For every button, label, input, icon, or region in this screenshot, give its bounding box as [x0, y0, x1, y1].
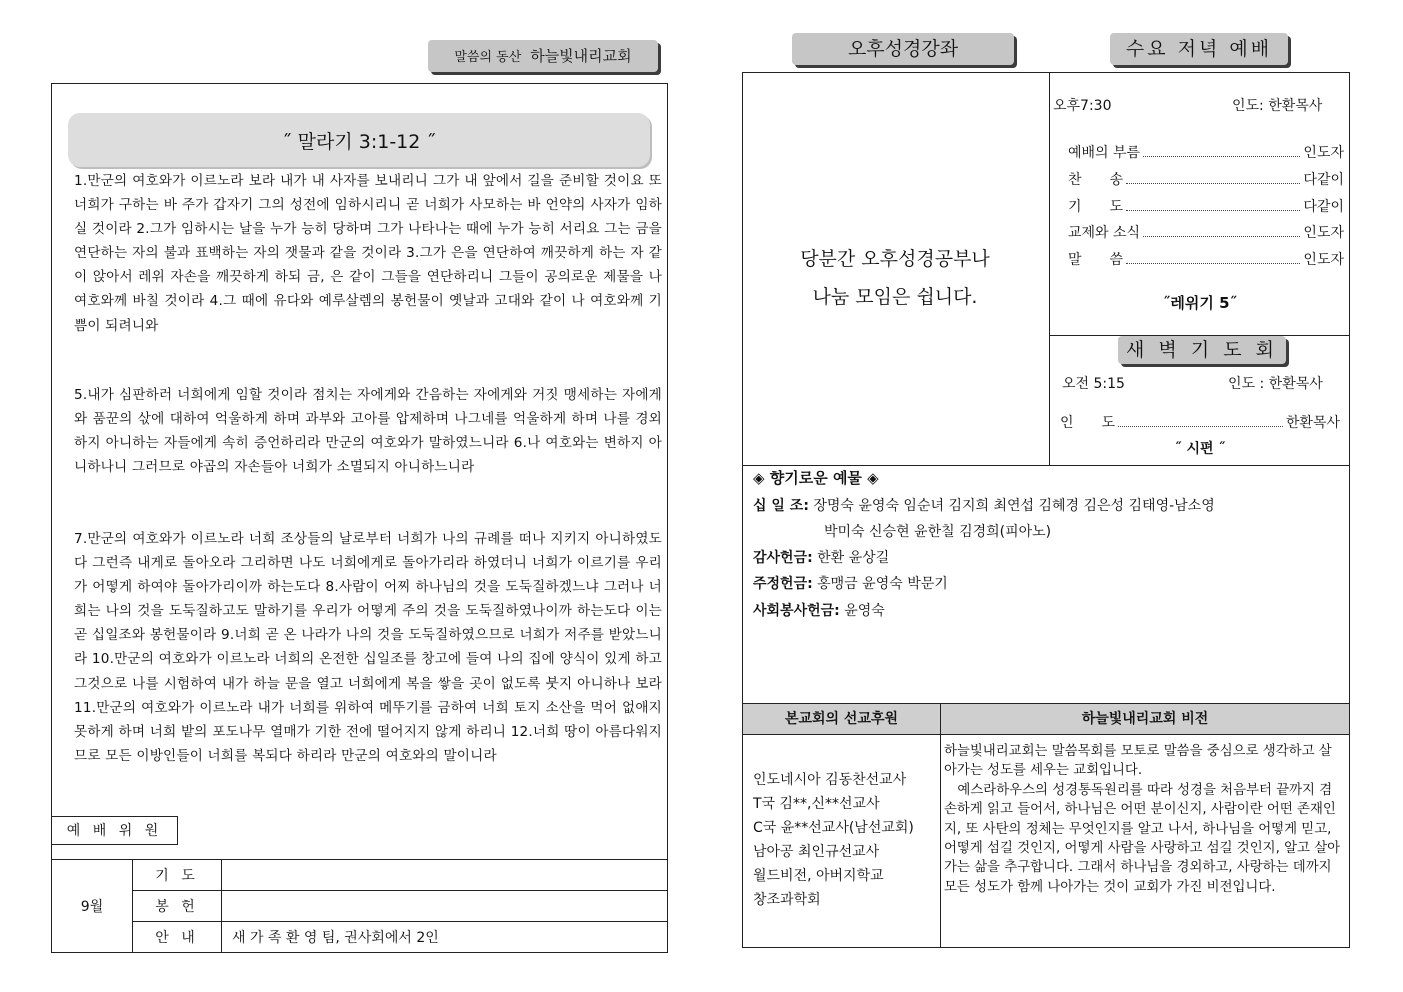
- thanks-line: [753, 546, 889, 570]
- weekly-names: 홍맹금 윤영숙 박문기: [817, 576, 948, 592]
- notice-line: 나눔 모임은 쉽니다.: [812, 286, 978, 308]
- social-names: 윤영숙: [844, 603, 885, 619]
- dot-leader: [1126, 248, 1300, 264]
- offerings-heading: ◈ 향기로운 예물 ◈: [753, 469, 879, 487]
- duty-month: 9월: [52, 860, 133, 953]
- vision-paragraph: 하늘빛내리교회는 말씀목회를 모토로 말씀을 중심으로 생각하고 살아가는 성도를 세우는 교회입니다.: [944, 744, 1332, 779]
- weekly-label: 주정헌금:: [753, 576, 813, 592]
- dawn-leader: 인도 : 한환목사: [1228, 376, 1323, 392]
- order-who: 다같이: [1303, 199, 1344, 215]
- list-item: 인도네시아 김동찬선교사: [753, 772, 907, 788]
- order-who: 인도자: [1303, 252, 1344, 268]
- vision-text: [944, 742, 1344, 897]
- notice-line: 당분간 오후성경공부나: [800, 248, 990, 270]
- order-row: [1068, 168, 1344, 192]
- table-row: [52, 860, 668, 891]
- list-item: 창조과학회: [753, 892, 821, 908]
- wednesday-service-tag: 수요 저녁 예배: [1110, 33, 1288, 65]
- order-who: 다같이: [1303, 172, 1344, 188]
- column-divider: [940, 703, 941, 948]
- dawn-time: 오전 5:15: [1062, 376, 1125, 392]
- order-who: 인도자: [1303, 225, 1344, 241]
- duty-value: 새 가 족 환 영 팀, 권사회에서 2인: [222, 922, 668, 953]
- order-label: 예배의 부름: [1068, 145, 1141, 161]
- order-row: [1068, 195, 1344, 219]
- afternoon-notice: [745, 240, 1045, 316]
- duty-role: 안 내: [133, 922, 222, 953]
- thanks-label: 감사헌금:: [753, 550, 813, 566]
- order-label: 기 도: [1068, 199, 1124, 215]
- list-item: 월드비전, 아버지학교: [753, 868, 884, 884]
- order-row: [1068, 221, 1344, 245]
- church-name-tag: [428, 40, 658, 72]
- order-label: 교제와 소식: [1068, 225, 1141, 241]
- duty-role: 봉 헌: [133, 891, 222, 922]
- column-divider: [1049, 72, 1050, 466]
- vision-paragraph: 예스라하우스의 성경통독원리를 따라 성경을 처음부터 끝까지 겸손하게 읽고 들어서, 하나님은 어떤 분이신지, 사람이란 어떤 존재인지, 또 사탄의 정체는 무엇인지를 알고 나서, 하나님을 어떻게 믿고, 어떻게 섬길 것인지, 어떻게 사람을 사랑하고 섬길 것인지, 알고 살아가는 삶을 추구합니다. 그래서 하나님을 경외하고, 사랑하는 데까지 모든 성도가 함께 나아가는 것이 교회가 가진 비전입니다.: [944, 782, 1341, 895]
- dot-leader: [1143, 141, 1300, 157]
- verse-paragraph-3: 7.만군의 여호와가 이르노라 너희 조상들의 날로부터 너희가 나의 규례를 떠나 지키지 아니하였도다 그런즉 내게로 돌아오라 그리하면 나도 너희에게로 돌아가리라 하였더니 너희가 이르기를 우리가 어떻게 하여야 돌아가리이까 하는도다 8.사람이 어찌 하나님의 것을 도둑질하겠느냐 그러나 너희는 나의 것을 도둑질하고도 말하기를 우리가 어떻게 주의 것을 도둑질하였나이까 하는도다 이는 곧 십일조와 봉헌물이라 9.너희 곧 온 나라가 나의 것을 도둑질하였으므로 너희가 저주를 받았느니라 10.만군의 여호와가 이르노라 너희의 온전한 십일조를 창고에 들여 나의 집에 양식이 있게 하고 그것으로 나를 시험하여 내가 하늘 문을 열고 너희에게 복을 쌓을 곳이 없도록 붓지 아니하나 보라 11.만군의 여호와가 이르노라 내가 너희를 위하여 메뚜기를 금하여 너희 토지 소산을 먹어 없애지 못하게 하며 너희 밭의 포도나무 열매가 기한 전에 떨어지지 않게 하리니 12.너희 땅이 아름다워지므로 모든 이방인들이 너희를 복되다 하리라 만군의 여호와의 말이니라: [74, 531, 662, 764]
- dot-leader: [1126, 168, 1300, 184]
- social-line: [753, 599, 885, 623]
- weekly-line: [753, 572, 948, 596]
- tithe-line: [753, 494, 1215, 518]
- dawn-prayer-tag: 새 벽 기 도 회: [1118, 336, 1286, 364]
- section-divider: [742, 734, 1350, 735]
- mission-list: [753, 768, 914, 912]
- table-row: [52, 922, 668, 953]
- afternoon-bible-class-tag: 오후성경강좌: [792, 33, 1014, 65]
- social-label: 사회봉사헌금:: [753, 603, 840, 619]
- worship-committee-table: [51, 859, 668, 953]
- order-row: [1068, 141, 1344, 165]
- scripture-title: ˝ 말라기 3:1-12 ˝: [68, 113, 650, 167]
- wednesday-text: ˝레위기 5˝: [1162, 294, 1238, 312]
- wednesday-time: 오후7:30: [1053, 98, 1112, 114]
- table-row: [52, 891, 668, 922]
- tithe-names: 장명숙 윤영숙 임순녀 김지희 최연섭 김혜경 김은성 김태영-남소영: [813, 498, 1215, 514]
- worship-committee-title: 예 배 위 원: [51, 816, 178, 845]
- dawn-row-who: 한환목사: [1285, 415, 1340, 431]
- dawn-row: [1060, 411, 1340, 435]
- verse-paragraph-2: 5.내가 심판하러 너희에게 임할 것이라 점치는 자에게와 간음하는 자에게와 거짓 맹세하는 자에게와 품꾼의 삯에 대하여 억울하게 하며 과부와 고아를 압제하며 나그네를 억울하게 하며 나를 경외하지 아니하는 자들에게 속히 증언하리라 만군의 여호와가 말하였느니라 6.나 여호와는 변하지 아니하나니 그러므로 야곱의 자손들아 너희가 소멸되지 아니하느니라: [74, 387, 662, 476]
- order-label: 말 씀: [1068, 252, 1124, 268]
- order-label: 찬 송: [1068, 172, 1124, 188]
- tithe-label: 십 일 조:: [753, 498, 809, 514]
- duty-value: [222, 891, 668, 922]
- church-motto: 말씀의 동산: [454, 50, 522, 65]
- order-who: 인도자: [1303, 145, 1344, 161]
- dawn-row-label: 인 도: [1060, 415, 1116, 431]
- thanks-names: 한환 윤상길: [817, 550, 890, 566]
- duty-value: [222, 860, 668, 891]
- mission-heading: 본교회의 선교후원: [743, 704, 940, 734]
- vision-heading: 하늘빛내리교회 비전: [941, 704, 1349, 734]
- list-item: C국 윤**선교사(남선교회): [753, 820, 914, 836]
- list-item: T국 김**,신**선교사: [753, 796, 880, 812]
- dot-leader: [1126, 195, 1300, 211]
- wednesday-leader: 인도: 한환목사: [1232, 98, 1323, 114]
- list-item: 남아공 최인규선교사: [753, 844, 880, 860]
- dawn-text: ˝ 시편 ˝: [1174, 441, 1226, 457]
- order-row: [1068, 248, 1344, 272]
- dot-leader: [1118, 411, 1283, 427]
- duty-role: 기 도: [133, 860, 222, 891]
- tithe-names-2: 박미숙 신승현 윤한칠 김경희(피아노): [824, 524, 1052, 540]
- church-name: 하늘빛내리교회: [530, 47, 632, 65]
- dot-leader: [1143, 221, 1300, 237]
- verse-paragraph-1: 1.만군의 여호와가 이르노라 보라 내가 내 사자를 보내리니 그가 내 앞에서 길을 준비할 것이요 또 너희가 구하는 바 주가 갑자기 그의 성전에 임하시리니 곧 너희가 사모하는 바 언약의 사자가 임하실 것이라 2.그가 임하시는 날을 누가 능히 당하며 그가 나타나는 때에 누가 능히 서리요 그는 금을 연단하는 자의 불과 표백하는 자의 잿물과 같을 것이라 3.그가 은을 연단하여 깨끗하게 하는 자 같이 앉아서 레위 자손을 깨끗하게 하되 금, 은 같이 그들을 연단하리니 그들이 공의로운 제물을 나 여호와께 바칠 것이라 4.그 때에 유다와 예루살렘의 봉헌물이 옛날과 고대와 같이 나 여호와께 기쁨이 되려니와: [74, 173, 662, 334]
